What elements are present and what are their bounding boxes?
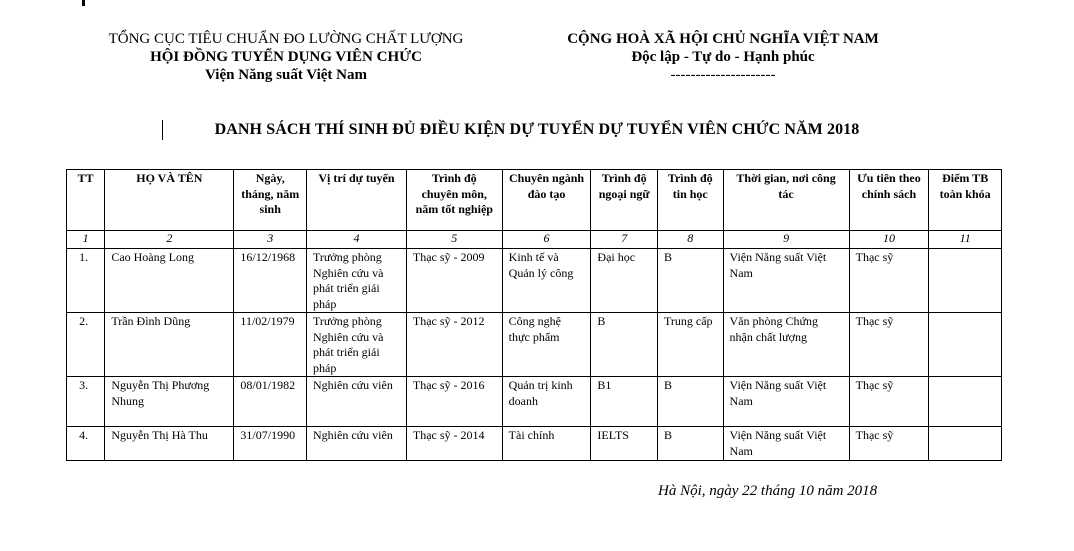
cell-major: Kinh tế và Quản lý công [502, 249, 591, 313]
cell-workplace: Viện Năng suất Việt Nam [723, 427, 849, 461]
cell-position: Trưởng phòng Nghiên cứu và phát triển giải pháp [307, 249, 407, 313]
cell-name: Nguyễn Thị Hà Thu [105, 427, 234, 461]
cell-dob: 31/07/1990 [234, 427, 307, 461]
cell-tt: 3. [67, 377, 105, 427]
place-date: Hà Nội, ngày 22 tháng 10 năm 2018 [658, 483, 878, 499]
cell-qualification: Thạc sỹ - 2012 [406, 313, 502, 377]
cell-qualification: Thạc sỹ - 2014 [406, 427, 502, 461]
cell-tt: 1. [67, 249, 105, 313]
column-number: 4 [307, 231, 407, 249]
cell-gpa [929, 427, 1002, 461]
cell-language: IELTS [591, 427, 658, 461]
cell-position: Trưởng phòng Nghiên cứu và phát triển giải pháp [307, 313, 407, 377]
column-number: 2 [105, 231, 234, 249]
cell-gpa [929, 249, 1002, 313]
cell-major: Tài chính [502, 427, 591, 461]
cell-language: B [591, 313, 658, 377]
cell-position: Nghiên cứu viên [307, 427, 407, 461]
cell-dob: 16/12/1968 [234, 249, 307, 313]
country-name: CỘNG HOÀ XÃ HỘI CHỦ NGHĨA VIỆT NAM [567, 31, 879, 47]
cell-it: Trung cấp [657, 313, 723, 377]
cell-name: Cao Hoàng Long [105, 249, 234, 313]
column-number: 6 [502, 231, 591, 249]
header-right [523, 30, 923, 84]
cell-name: Trần Đình Dũng [105, 313, 234, 377]
cell-name: Nguyễn Thị Phương Nhung [105, 377, 234, 427]
column-number: 5 [406, 231, 502, 249]
cell-it: B [657, 377, 723, 427]
col-header-qualification: Trình độ chuyên môn, năm tốt nghiệp [406, 170, 502, 231]
column-number: 8 [657, 231, 723, 249]
agency-name: TỔNG CỤC TIÊU CHUẨN ĐO LƯỜNG CHẤT LƯỢNG [108, 31, 464, 47]
cell-priority: Thạc sỹ [849, 377, 929, 427]
column-number: 3 [234, 231, 307, 249]
col-header-name: HỌ VÀ TÊN [105, 170, 234, 231]
col-header-it: Trình độ tin học [657, 170, 723, 231]
cell-workplace: Văn phòng Chứng nhận chất lượng [723, 313, 849, 377]
cell-dob: 11/02/1979 [234, 313, 307, 377]
header-left [86, 30, 486, 84]
cell-major: Công nghệ thực phẩm [502, 313, 591, 377]
cell-workplace: Viện Năng suất Việt Nam [723, 377, 849, 427]
column-number: 11 [929, 231, 1002, 249]
column-number-row [67, 231, 1002, 249]
col-header-position: Vị trí dự tuyển [307, 170, 407, 231]
cell-it: B [657, 249, 723, 313]
cell-priority: Thạc sỹ [849, 313, 929, 377]
institute-name: Viện Năng suất Việt Nam [205, 67, 367, 83]
cell-gpa [929, 377, 1002, 427]
column-number: 7 [591, 231, 658, 249]
cell-language: Đại học [591, 249, 658, 313]
table-header-row [67, 170, 1002, 231]
cell-tt: 4. [67, 427, 105, 461]
cell-it: B [657, 427, 723, 461]
table-row [67, 313, 1002, 377]
col-header-workplace: Thời gian, nơi công tác [723, 170, 849, 231]
document-title-text: DANH SÁCH THÍ SINH ĐỦ ĐIỀU KIỆN DỰ TUYỂN DỰ TUYỂN VIÊN CHỨC NĂM 2018 [214, 121, 860, 138]
col-header-major: Chuyên ngành đào tạo [502, 170, 591, 231]
cell-priority: Thạc sỹ [849, 427, 929, 461]
table-row [67, 427, 1002, 461]
cell-priority: Thạc sỹ [849, 249, 929, 313]
cell-qualification: Thạc sỹ - 2016 [406, 377, 502, 427]
cell-workplace: Viện Năng suất Việt Nam [723, 249, 849, 313]
cell-position: Nghiên cứu viên [307, 377, 407, 427]
cell-major: Quản trị kinh doanh [502, 377, 591, 427]
column-number: 9 [723, 231, 849, 249]
cell-qualification: Thạc sỹ - 2009 [406, 249, 502, 313]
motto-separator: --------------------- [670, 67, 776, 83]
col-header-language: Trình độ ngoại ngữ [591, 170, 658, 231]
col-header-priority: Ưu tiên theo chính sách [849, 170, 929, 231]
col-header-dob: Ngày, tháng, năm sinh [234, 170, 307, 231]
col-header-tt: TT [67, 170, 105, 231]
table-row [67, 249, 1002, 313]
column-number: 1 [67, 231, 105, 249]
cell-language: B1 [591, 377, 658, 427]
document-title [0, 121, 1074, 139]
table-row [67, 377, 1002, 427]
column-number: 10 [849, 231, 929, 249]
national-motto: Độc lập - Tự do - Hạnh phúc [631, 49, 815, 65]
cell-gpa [929, 313, 1002, 377]
page-corner-mark [82, 0, 85, 6]
cell-dob: 08/01/1982 [234, 377, 307, 427]
cell-tt: 2. [67, 313, 105, 377]
candidate-table [66, 169, 1002, 461]
col-header-gpa: Điểm TB toàn khóa [929, 170, 1002, 231]
council-name: HỘI ĐỒNG TUYỂN DỤNG VIÊN CHỨC [150, 49, 422, 65]
